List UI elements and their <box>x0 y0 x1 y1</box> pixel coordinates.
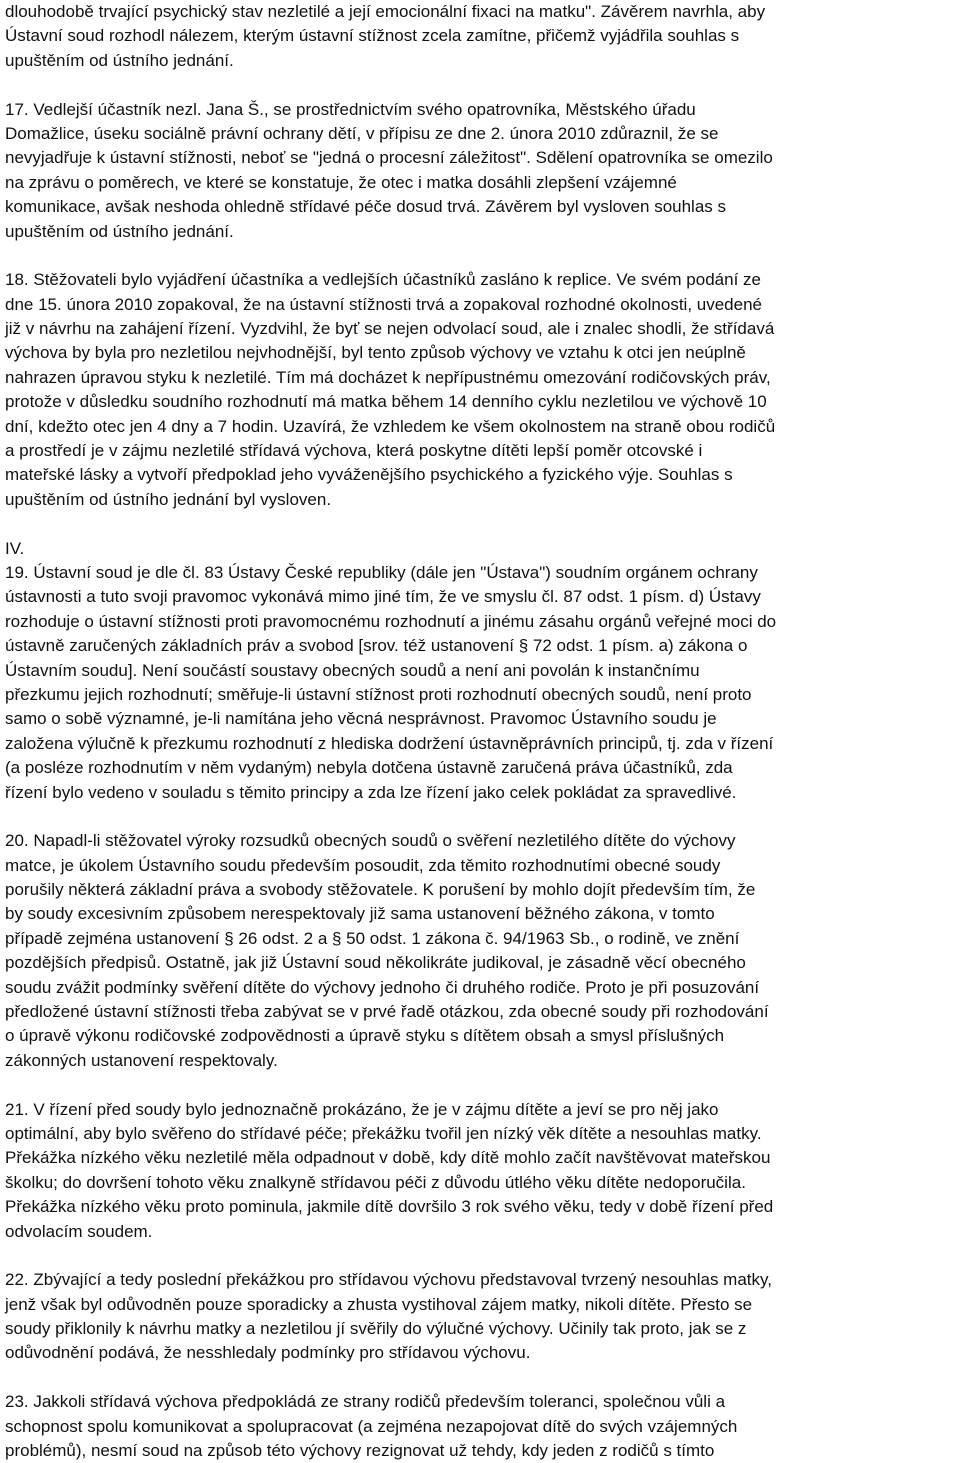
text-line: upuštěním od ústního jednání byl vysloven. <box>5 489 332 509</box>
text-line: dne 15. února 2010 zopakoval, že na ústavní stížnosti trvá a zopakoval rozhodné okolnosti, uvedené <box>5 294 762 314</box>
text-line: ústavnosti a tuto svoji pravomoc vykonává mimo jiné tím, že ve smyslu čl. 87 odst. 1 písm. d) Ústavy <box>5 587 761 607</box>
text-line: pozdějších předpisů. Ostatně, jak již Ústavní soud několikráte judikoval, je zásadně věcí obecného <box>5 953 746 973</box>
paragraph-gap <box>5 512 957 536</box>
text-line: jenž však byl odůvodněn pouze sporadicky a zhusta vystihoval zájem matky, nikoli dítěte. Přesto se <box>5 1294 753 1314</box>
text-line: odvolacím soudem. <box>5 1221 153 1241</box>
paragraph-21 <box>5 1098 957 1244</box>
document-page <box>5 0 957 1463</box>
text-line: rozhoduje o ústavní stížnosti proti pravomocnému rozhodnutí a jinému zásahu orgánů veřejné moci do <box>5 611 777 631</box>
paragraph-19 <box>5 537 957 805</box>
text-line: Překážka nízkého věku nezletilé měla odpadnout v době, kdy dítě mohlo začít navštěvovat mateřskou <box>5 1148 771 1168</box>
text-line: řízení bylo vedeno v souladu s těmito principy a zda lze řízení jako celek pokládat za spravedlivé. <box>5 782 737 802</box>
text-line: upuštěním od ústního jednání. <box>5 50 234 70</box>
text-line: optimální, aby bylo svěřeno do střídavé péče; překážku tvořil jen nízký věk dítěte a nesouhlas matky. <box>5 1123 762 1143</box>
text-line: již v návrhu na zahájení řízení. Vyzdvihl, že byť se nejen odvolací soud, ale i znalec shodli, že střídavá <box>5 319 775 339</box>
text-line: Překážka nízkého věku proto pominula, jakmile dítě dovršilo 3 rok svého věku, tedy v době řízení před <box>5 1197 774 1217</box>
paragraph-gap <box>5 1366 957 1390</box>
text-line: protože v důsledku soudního rozhodnutí má matka během 14 denního cyklu nezletilou ve výchově 10 <box>5 392 767 412</box>
text-line: samo o sobě významné, je-li namítána jeho věcná nesprávnost. Pravomoc Ústavního soudu je <box>5 709 717 729</box>
text-line: 21. V řízení před soudy bylo jednoznačně prokázáno, že je v zájmu dítěte a jeví se pro něj jako <box>5 1099 719 1119</box>
text-line: o úpravě výkonu rodičovské zodpovědnosti a úpravě styku s dítětem obsah a smysl příslušných <box>5 1026 725 1046</box>
text-line: matce, je úkolem Ústavního soudu především posoudit, zda těmito rozhodnutími obecné soudy <box>5 855 721 875</box>
paragraph-18 <box>5 268 957 512</box>
text-line: 18. Stěžovateli bylo vyjádření účastníka a vedlejších účastníků zasláno k replice. Ve svém podání ze <box>5 270 761 290</box>
text-line: problémů), nesmí soud na způsob této výchovy rezignovat už tehdy, kdy jeden z rodičů s tímto <box>5 1441 715 1461</box>
paragraph-23 <box>5 1390 957 1463</box>
text-line: 20. Napadl-li stěžovatel výroky rozsudků obecných soudů o svěření nezletilého dítěte do výchovy <box>5 831 736 851</box>
text-line: komunikace, avšak neshoda ohledně střídavé péče dosud trvá. Závěrem byl vysloven souhlas s <box>5 197 727 217</box>
text-line: soudy přiklonily k návrhu matky a nezletilou jí svěřily do výlučné výchovy. Učinily tak proto, jak se z <box>5 1319 747 1339</box>
text-line: a prostředí je v zájmu nezletilé střídavá výchova, která poskytne dítěti lepší poměr otcovské i <box>5 441 703 461</box>
text-line: dlouhodobě trvající psychický stav nezletilé a její emocionální fixaci na matku". Závěrem navrhla, aby <box>5 2 766 21</box>
text-line: 19. Ústavní soud je dle čl. 83 Ústavy České republiky (dále jen "Ústava") soudním orgánem ochrany <box>5 562 758 582</box>
text-line: mateřské lásky a vytvoří předpoklad jeho vyváženějšího psychického a fyzického výje. Souhlas s <box>5 465 733 485</box>
text-line: školku; do dovršení tohoto věku znalkyně střídavou péči z důvodu útlého věku dítěte nedoporučila. <box>5 1172 746 1192</box>
text-line: Domažlice, úseku sociálně právní ochrany dětí, v přípisu ze dne 2. února 2010 zdůraznil, že se <box>5 123 719 143</box>
paragraph-gap <box>5 1244 957 1268</box>
text-line: ústavně zaručených základních práv a svobod [srov. též ustanovení § 72 odst. 1 písm. a) zákona o <box>5 636 748 656</box>
paragraph-gap <box>5 73 957 97</box>
paragraph-20 <box>5 829 957 1073</box>
text-line: schopnost spolu komunikovat a spolupracovat (a zejména nezapojovat dítě do svých vzájemných <box>5 1416 738 1436</box>
text-line: odůvodnění podává, že nesshledaly podmínky pro střídavou výchovu. <box>5 1343 531 1363</box>
text-line: na zprávu o poměrech, ve které se konstatuje, že otec i matka dosáhli zlepšení vzájemné <box>5 172 677 192</box>
text-line: výchova by byla pro nezletilou nejvhodnější, byl tento způsob výchovy ve vztahu k otci jen neúplně <box>5 343 746 363</box>
text-line: 17. Vedlejší účastník nezl. Jana Š., se prostřednictvím svého opatrovníka, Městského úřadu <box>5 99 696 119</box>
text-line: by soudy excesivním způsobem nerespektovaly již sama ustanovení běžného zákona, v tomto <box>5 904 715 924</box>
section-heading: IV. <box>5 538 25 558</box>
text-line: zákonných ustanovení respektovaly. <box>5 1050 278 1070</box>
text-line: přezkumu jejich rozhodnutí; směřuje-li ústavní stížnost proti rozhodnutí obecných soudů, není proto <box>5 684 752 704</box>
text-line: Ústavním soudu]. Není součástí soustavy obecných soudů a není ani povolán k instančnímu <box>5 660 700 680</box>
text-line: upuštěním od ústního jednání. <box>5 221 234 241</box>
text-line: Ústavní soud rozhodl nálezem, kterým ústavní stížnost zcela zamítne, přičemž vyjádřila souhlas s <box>5 26 740 46</box>
paragraph-17 <box>5 98 957 244</box>
text-line: nahrazen úpravou styku k nezletilé. Tím má docházet k nepřípustnému omezování rodičovských práv, <box>5 367 771 387</box>
paragraph-gap <box>5 244 957 268</box>
text-line: založena výlučně k přezkumu rozhodnutí z hlediska dodržení ústavněprávních principů, tj. zda v řízení <box>5 733 774 753</box>
text-line: 22. Zbývající a tedy poslední překážkou pro střídavou výchovu představoval tvrzený nesouhlas matky, <box>5 1270 772 1290</box>
text-line: (a posléze rozhodnutím v něm vydaným) nebyla dotčena ústavně zaručená práva účastníků, zda <box>5 758 733 778</box>
text-line: 23. Jakkoli střídavá výchova předpokládá ze strany rodičů především toleranci, společnou vůli a <box>5 1392 726 1412</box>
text-line: nevyjadřuje k ústavní stížnosti, neboť se "jedná o procesní záležitost". Sdělení opatrovníka se omezilo <box>5 148 773 168</box>
paragraph-gap <box>5 805 957 829</box>
text-line: případě zejména ustanovení § 26 odst. 2 a § 50 odst. 1 zákona č. 94/1963 Sb., o rodině, ve znění <box>5 928 740 948</box>
text-line: porušily některá základní práva a svobody stěžovatele. K porušení by mohlo dojít především tím, že <box>5 880 756 900</box>
paragraph-22 <box>5 1268 957 1366</box>
paragraph-intro <box>5 0 957 73</box>
paragraph-gap <box>5 1073 957 1097</box>
text-line: dní, kdežto otec jen 4 dny a 7 hodin. Uzavírá, že vzhledem ke všem okolnostem na straně obou rodičů <box>5 416 776 436</box>
text-line: předložené ústavní stížnosti třeba zabývat se v prvé řadě otázkou, zda obecné soudy při rozhodování <box>5 1002 769 1022</box>
text-line: soudu zvážit podmínky svěření dítěte do výchovy jednoho či druhého rodiče. Proto je při posuzování <box>5 977 760 997</box>
